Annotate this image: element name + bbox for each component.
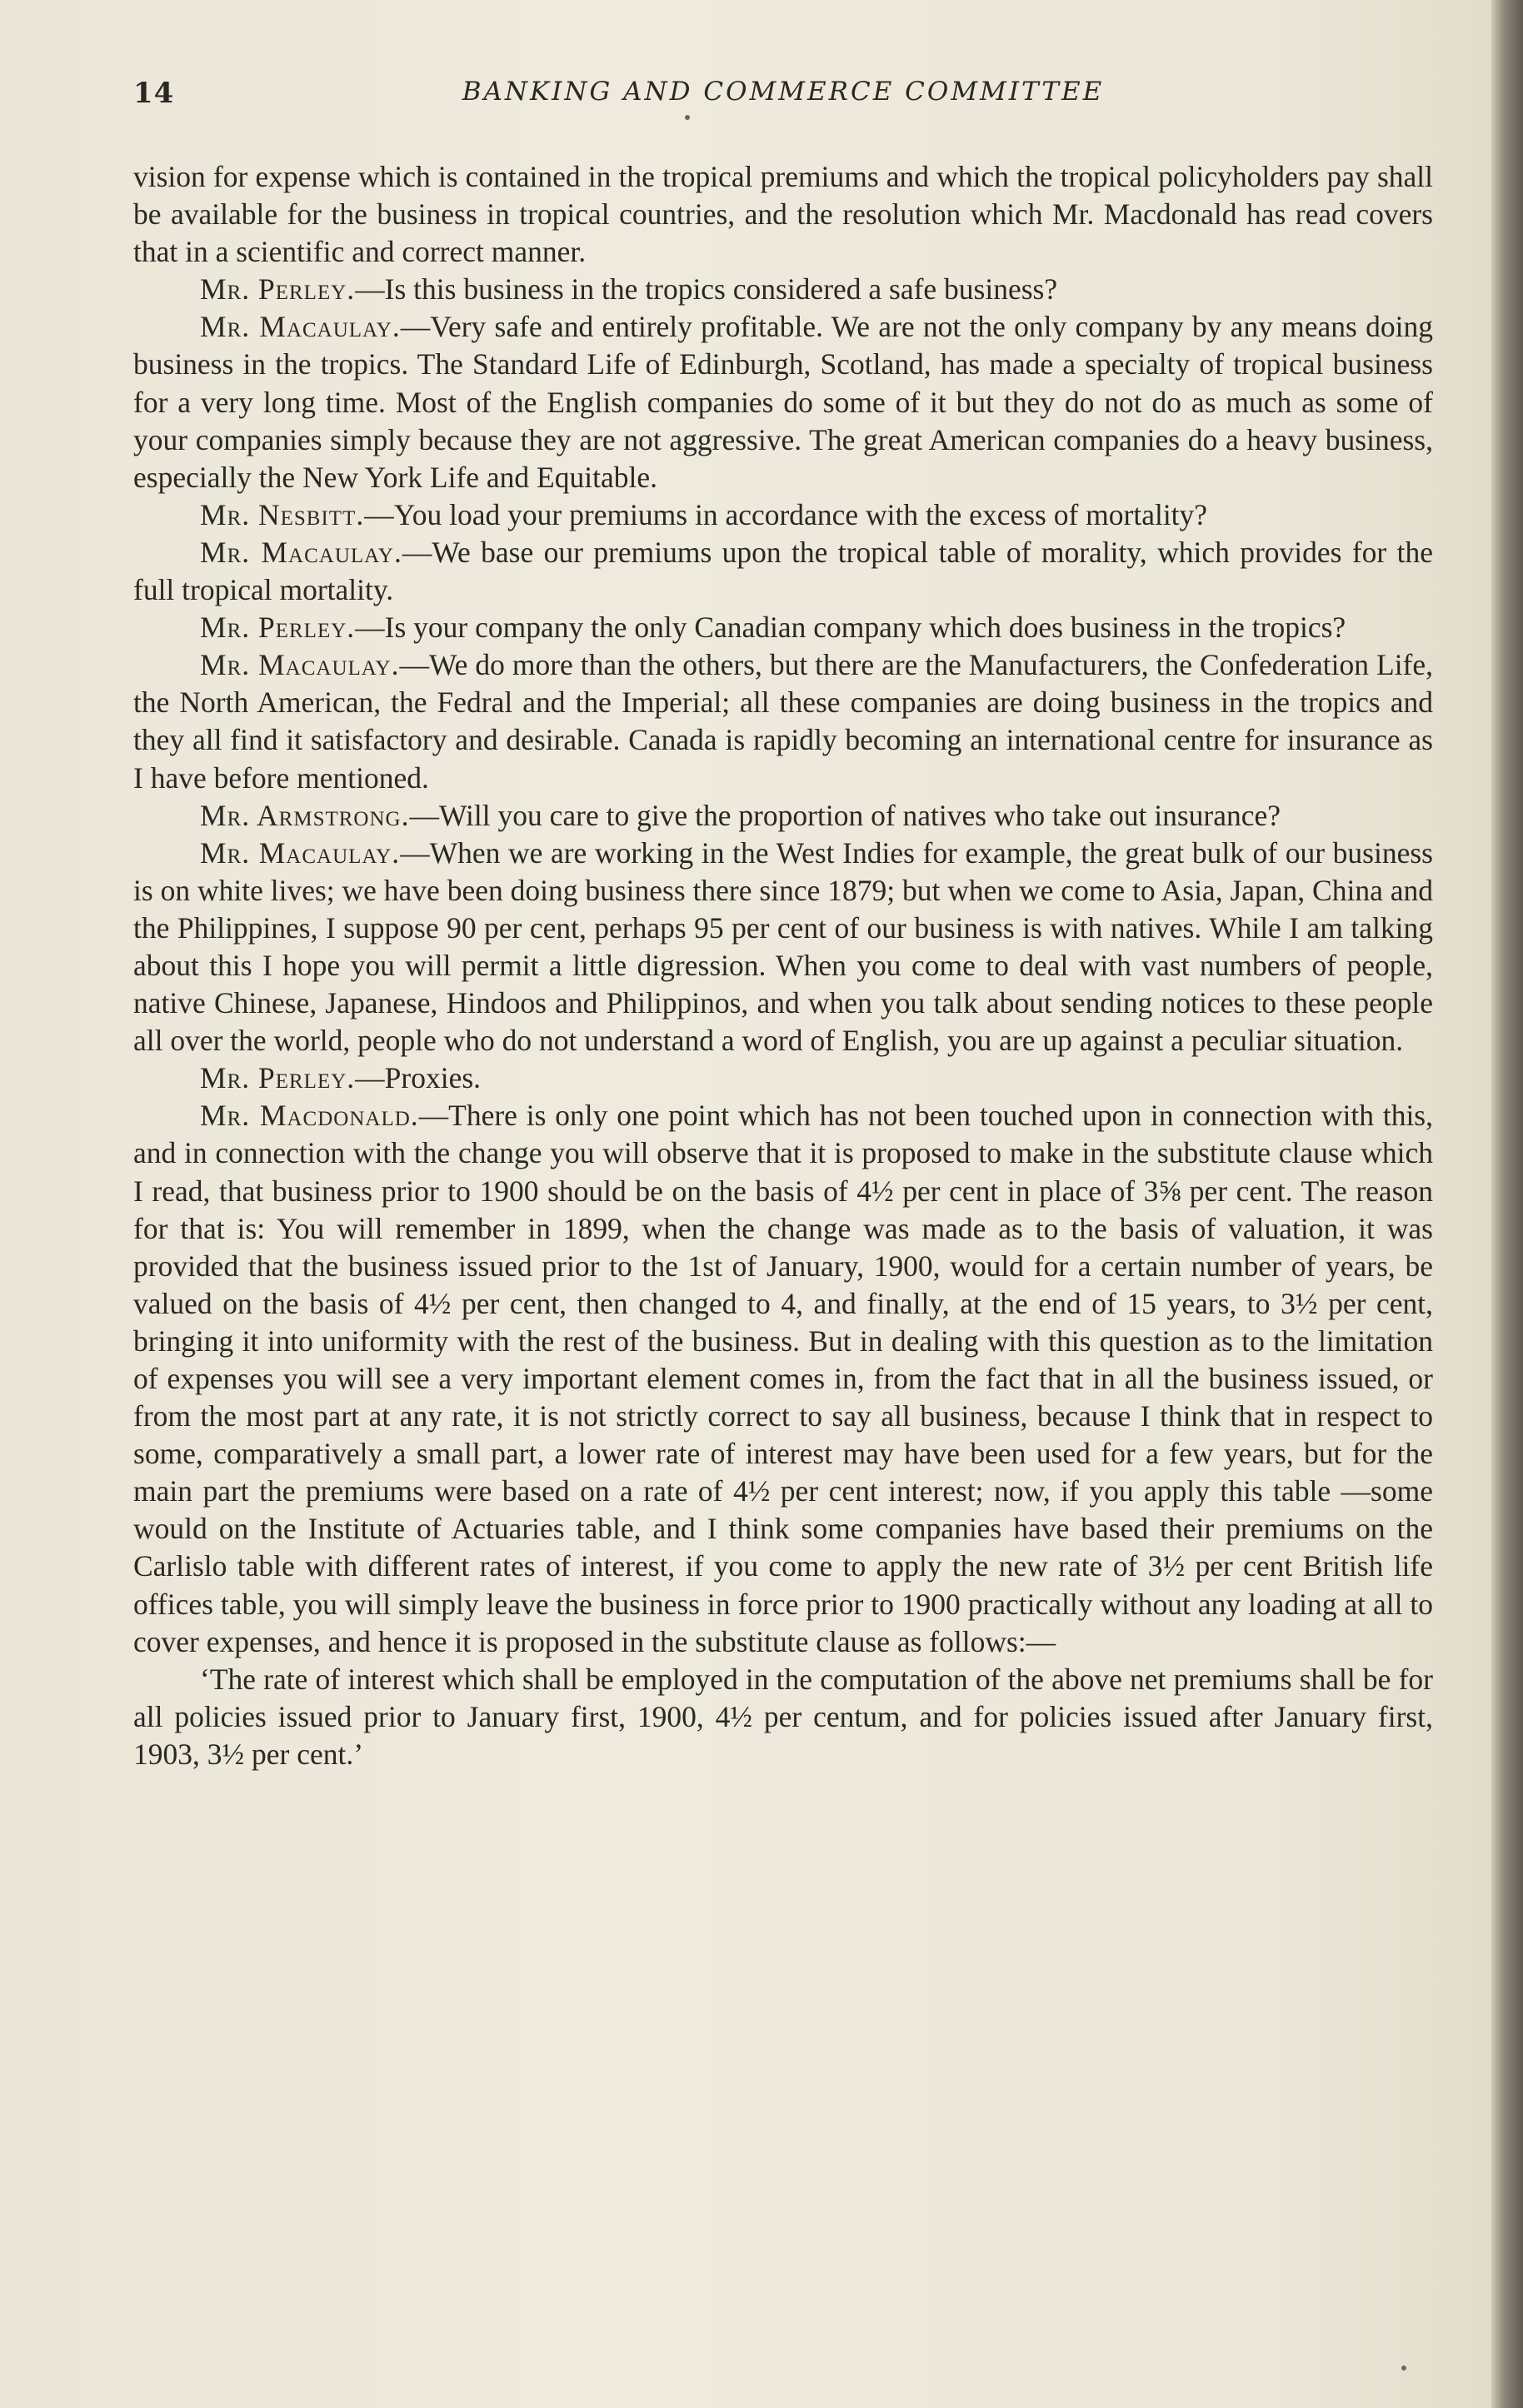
paragraph xyxy=(133,835,1433,1060)
speaker-name: Mr. Macaulay. xyxy=(200,535,402,569)
paragraph-text: —When we are working in the West Indies for example, the great bulk of our business is on white lives; we have been doing business there since 1879; but when we come to Asia, Japan, China and the Philippines, I suppose 90 per cent, perhaps 95 per cent of our business is with natives. While I am talking about this I hope you will permit a little digression. When you come to deal with vast numbers of people, native Chinese, Japanese, Hindoos and Philippinos, and when you talk about sending notices to these people all over the world, people who do not understand a word of English, you are up against a peculiar situation. xyxy=(133,835,1433,1058)
speaker-name: Mr. Perley. xyxy=(200,611,356,645)
paragraph xyxy=(133,496,1433,534)
page-body xyxy=(133,158,1433,1773)
paragraph-text: ‘The rate of interest which shall be employed in the computation of the above net premiums shall be for all policies issued prior to January first, 1900, 4½ per centum, and for policies issued after January first, 1903, 3½ per cent.’ xyxy=(133,1662,1433,1771)
page-number: 14 xyxy=(133,77,175,110)
paragraph-text: —We base our premiums upon the tropical table of morality, which provides for the full tropical mortality. xyxy=(133,535,1433,607)
running-title: BANKING AND COMMERCE COMMITTEE xyxy=(462,77,1105,107)
paragraph-text: vision for expense which is contained in the tropical premiums and which the tropical policyholders pay shall be available for the business in tropical countries, and the resolution which Mr. Macdonald has read covers that in a scientific and correct manner. xyxy=(133,160,1433,269)
ink-speck xyxy=(685,115,690,120)
speaker-name: Mr. Perley. xyxy=(200,1061,356,1095)
paragraph xyxy=(133,308,1433,496)
paragraph-text: —Is this business in the tropics considered a safe business? xyxy=(355,272,1058,307)
paragraph-text: —We do more than the others, but there are the Manufacturers, the Confederation Life, the North American, the Fedral and the Imperial; all these companies are doing business in the tropics and they all find it satisfactory and desirable. Canada is rapidly becoming an international centre for insurance as I have before mentioned. xyxy=(133,648,1434,795)
paragraph xyxy=(133,1097,1433,1660)
paragraph xyxy=(133,1059,1433,1097)
paragraph-text: —You load your premiums in accordance with the excess of mortality? xyxy=(364,497,1208,531)
paragraph xyxy=(133,158,1433,271)
speaker-name: Mr. Macaulay. xyxy=(200,310,401,344)
paragraph xyxy=(133,271,1433,308)
paragraph-text: —Very safe and entirely profitable. We are not the only company by any means doing business in the tropics. The Standard Life of Edinburgh, Scotland, has made a specialty of tropical business for a very long time. Most of the English companies do some of it but they do not do as much as some of your companies simply because they are not aggressive. The great American companies do a heavy business, especially the New York Life and Equitable. xyxy=(133,310,1433,494)
ink-speck xyxy=(1401,2366,1406,2371)
paragraph xyxy=(133,646,1433,796)
speaker-name: Mr. Armstrong. xyxy=(200,798,410,832)
paragraph-text: —Proxies. xyxy=(355,1061,482,1095)
paragraph-text: —Will you care to give the proportion of natives who take out insurance? xyxy=(409,798,1281,832)
page-header xyxy=(133,77,1433,118)
quoted-clause xyxy=(133,1661,1433,1773)
paragraph xyxy=(133,797,1433,835)
book-binding-edge xyxy=(1491,0,1523,2408)
speaker-name: Mr. Perley. xyxy=(200,272,356,307)
paragraph-text: —There is only one point which has not been touched upon in connection with this, and in connection with the change you will observe that it is proposed to make in the substitute clause which I read, that business prior to 1900 should be on the basis of 4½ per cent in place of 3⅝ per cent. The reason for that is: You will remember in 1899, when the change was made as to the basis of valuation, it was provided that the business issued prior to the 1st of January, 1900, would for a certain number of years, be valued on the basis of 4½ per cent, then changed to 4, and finally, at the end of 15 years, to 3½ per cent, bringing it into uniformity with the rest of the business. But in dealing with this question as to the limitation of expenses you will see a very important element comes in, from the fact that in all the business issued, or from the most part at any rate, it is not strictly correct to say all business, because I think that in respect to some, comparatively a small part, a lower rate of interest may have been used for a few years, but for the main part the premiums were based on a rate of 4½ per cent interest; now, if you apply this table —some would on the Institute of Actuaries table, and I think some companies have based their premiums on the Carlislo table with different rates of interest, if you come to apply the new rate of 3½ per cent British life offices table, you will simply leave the business in force prior to 1900 practically without any loading at all to cover expenses, and hence it is proposed in the substitute clause as follows:— xyxy=(133,1099,1433,1658)
paragraph xyxy=(133,609,1433,646)
speaker-name: Mr. Macdonald. xyxy=(200,1099,419,1133)
speaker-name: Mr. Macaulay. xyxy=(200,648,400,682)
paragraph-text: —Is your company the only Canadian company which does business in the tropics? xyxy=(355,611,1346,645)
paragraph xyxy=(133,534,1433,609)
speaker-name: Mr. Nesbitt. xyxy=(200,497,365,531)
speaker-name: Mr. Macaulay. xyxy=(200,835,401,870)
